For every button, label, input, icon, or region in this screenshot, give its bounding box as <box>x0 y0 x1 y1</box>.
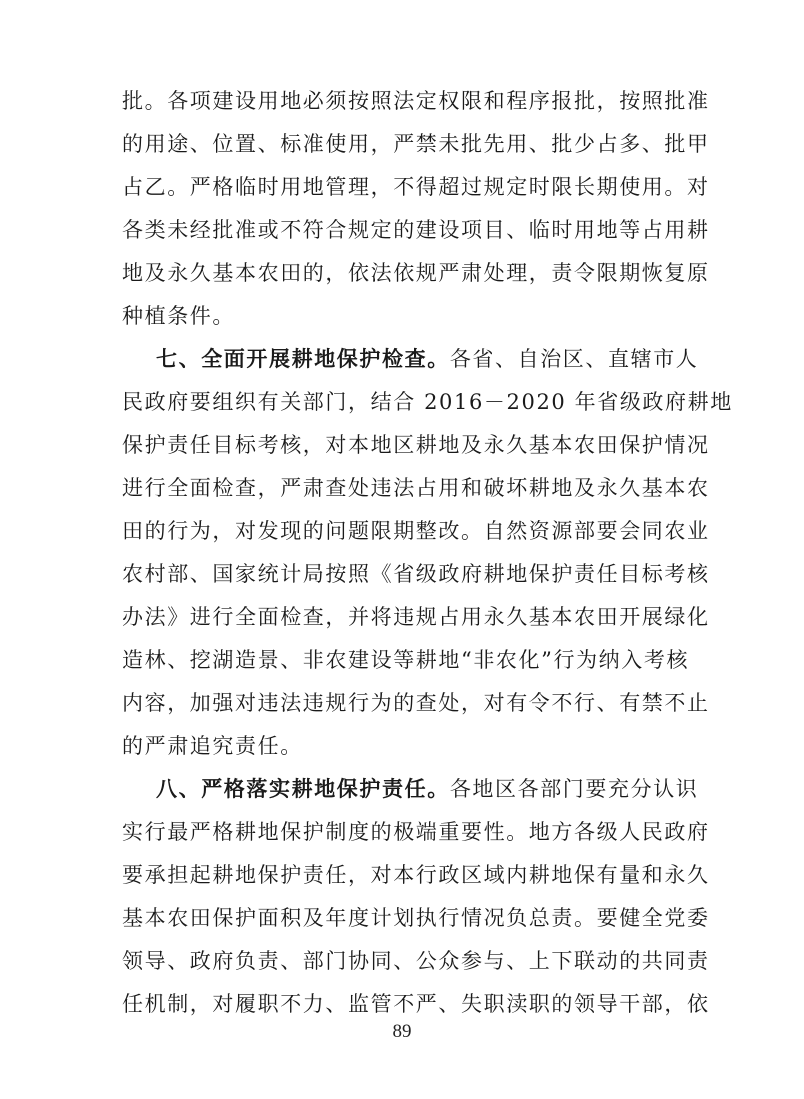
text-line: 农村部、国家统计局按照《省级政府耕地保护责任目标考核 <box>122 562 710 586</box>
page-number: 89 <box>392 1021 412 1042</box>
text-line: 保护责任目标考核，对本地区耕地及永久基本农田保护情况 <box>122 433 710 457</box>
text-line: 实行最严格耕地保护制度的极端重要性。地方各级人民政府 <box>122 820 710 844</box>
text-line: 办法》进行全面检查，并将违规占用永久基本农田开展绿化 <box>122 605 710 629</box>
text-line: 的用途、位置、标准使用，严禁未批先用、批少占多、批甲 <box>122 132 710 156</box>
section-eight-first-line <box>156 776 699 802</box>
text-line: 任机制，对履职不力、监管不严、失职渎职的领导干部，依 <box>122 992 710 1016</box>
text-line: 占乙。严格临时用地管理，不得超过规定时限长期使用。对 <box>122 175 710 199</box>
text-line: 地及永久基本农田的，依法依规严肃处理，责令限期恢复原 <box>122 261 710 285</box>
text-line: 田的行为，对发现的问题限期整改。自然资源部要会同农业 <box>122 519 710 543</box>
text-line: 造林、挖湖造景、非农建设等耕地“非农化”行为纳入考核 <box>122 648 690 672</box>
text-line: 领导、政府负责、部门协同、公众参与、上下联动的共同责 <box>122 949 710 973</box>
text-line: 的严肃追究责任。 <box>122 734 303 758</box>
section-heading-eight: 八、严格落实耕地保护责任。 <box>156 776 450 801</box>
text-line: 民政府要组织有关部门，结合 2016－2020 年省级政府耕地 <box>122 390 733 414</box>
text-line: 内容，加强对违法违规行为的查处，对有令不行、有禁不止 <box>122 691 710 715</box>
section-heading-seven: 七、全面开展耕地保护检查。 <box>156 346 450 371</box>
text-line: 基本农田保护面积及年度计划执行情况负总责。要健全党委 <box>122 906 710 930</box>
text-line: 各省、自治区、直辖市人 <box>449 347 699 371</box>
text-line: 批。各项建设用地必须按照法定权限和程序报批，按照批准 <box>122 89 710 113</box>
text-line: 各地区各部门要充分认识 <box>449 777 699 801</box>
section-seven-first-line <box>156 346 699 372</box>
text-line: 种植条件。 <box>122 304 235 328</box>
text-line: 要承担起耕地保护责任，对本行政区域内耕地保有量和永久 <box>122 863 710 887</box>
text-line: 各类未经批准或不符合规定的建设项目、临时用地等占用耕 <box>122 218 710 242</box>
text-line: 进行全面检查，严肃查处违法占用和破坏耕地及永久基本农 <box>122 476 710 500</box>
